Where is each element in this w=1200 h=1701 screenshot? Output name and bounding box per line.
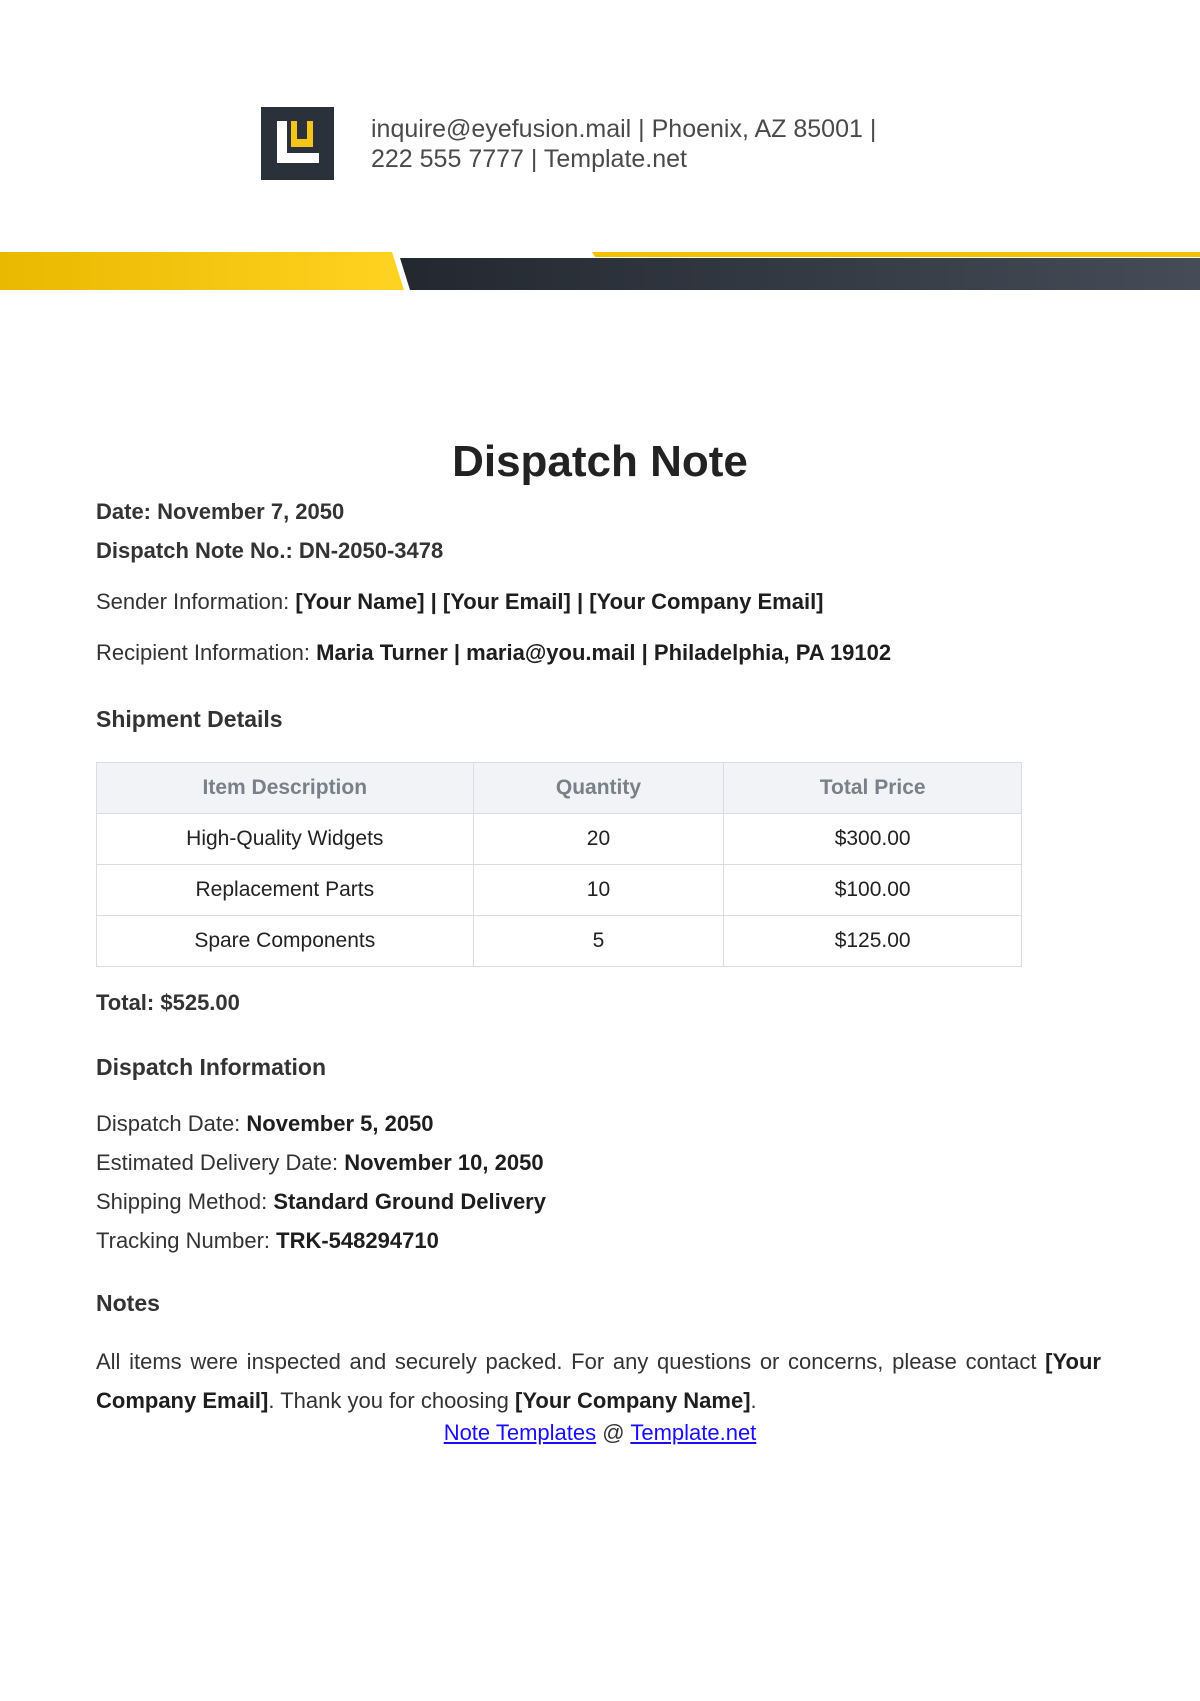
shipment-total: Total: $525.00 — [96, 990, 240, 1015]
date-line — [96, 498, 344, 526]
shipping-method-line — [96, 1188, 546, 1216]
company-name-placeholder: [Your Company Name] — [515, 1388, 751, 1413]
dispatch-number-label: Dispatch Note No.: — [96, 538, 293, 563]
shipment-heading: Shipment Details — [96, 706, 283, 732]
item-quantity: 10 — [473, 865, 724, 916]
contact-line-2: 222 555 7777 | Template.net — [371, 145, 688, 173]
contact-info — [371, 114, 876, 174]
delivery-date-label: Estimated Delivery Date: — [96, 1150, 339, 1175]
dispatch-number-value: DN-2050-3478 — [298, 538, 444, 563]
notes-text — [96, 1342, 1101, 1420]
sender-line — [96, 588, 824, 616]
item-description: High-Quality Widgets — [97, 814, 474, 865]
recipient-value: Maria Turner | maria@you.mail | Philadelphia, PA 19102 — [316, 640, 892, 665]
delivery-date-line — [96, 1149, 544, 1177]
shipping-method-label: Shipping Method: — [96, 1189, 268, 1214]
dispatch-date-value: November 5, 2050 — [246, 1111, 434, 1136]
table-row — [97, 814, 1022, 865]
dispatch-number-line — [96, 537, 443, 565]
item-price: $125.00 — [724, 916, 1022, 967]
item-description: Spare Components — [97, 916, 474, 967]
date-label: Date: — [96, 499, 152, 524]
shipment-table — [96, 762, 1022, 967]
column-header: Quantity — [473, 763, 724, 814]
header-banner — [0, 248, 1200, 292]
sender-label: Sender Information: — [96, 589, 290, 614]
recipient-label: Recipient Information: — [96, 640, 310, 665]
notes-heading: Notes — [96, 1290, 160, 1316]
company-logo-icon — [261, 107, 334, 180]
contact-line-1: inquire@eyefusion.mail | Phoenix, AZ 85001 | — [371, 115, 877, 143]
tracking-number-value: TRK-548294710 — [276, 1228, 439, 1253]
table-header-row — [97, 763, 1022, 814]
page-header — [0, 0, 1200, 300]
item-quantity: 5 — [473, 916, 724, 967]
notes-text-part-1: All items were inspected and securely packed. For any questions or concerns, please contact — [96, 1349, 1037, 1374]
table-row — [97, 916, 1022, 967]
note-templates-link[interactable]: Note Templates — [443, 1420, 597, 1445]
dispatch-heading: Dispatch Information — [96, 1054, 327, 1080]
tracking-number-label: Tracking Number: — [96, 1228, 271, 1253]
page-title: Dispatch Note — [452, 437, 748, 486]
table-row — [97, 865, 1022, 916]
footer-separator: @ — [602, 1420, 625, 1445]
item-price: $300.00 — [724, 814, 1022, 865]
item-price: $100.00 — [724, 865, 1022, 916]
sender-value: [Your Name] | [Your Email] | [Your Company Email] — [295, 589, 824, 614]
shipping-method-value: Standard Ground Delivery — [273, 1189, 546, 1214]
recipient-line — [96, 639, 891, 667]
delivery-date-value: November 10, 2050 — [344, 1150, 544, 1175]
date-value: November 7, 2050 — [157, 499, 345, 524]
company-email-placeholder: [Your Company Email] — [96, 1349, 1101, 1413]
column-header: Item Description — [97, 763, 474, 814]
item-quantity: 20 — [473, 814, 724, 865]
column-header: Total Price — [724, 763, 1022, 814]
footer — [0, 1420, 1200, 1446]
item-description: Replacement Parts — [97, 865, 474, 916]
dispatch-date-line — [96, 1110, 434, 1138]
tracking-number-line — [96, 1227, 439, 1255]
notes-text-part-3: . — [750, 1388, 757, 1413]
notes-text-part-2: . Thank you for choosing — [268, 1388, 509, 1413]
template-net-link[interactable]: Template.net — [630, 1420, 757, 1445]
dispatch-date-label: Dispatch Date: — [96, 1111, 241, 1136]
